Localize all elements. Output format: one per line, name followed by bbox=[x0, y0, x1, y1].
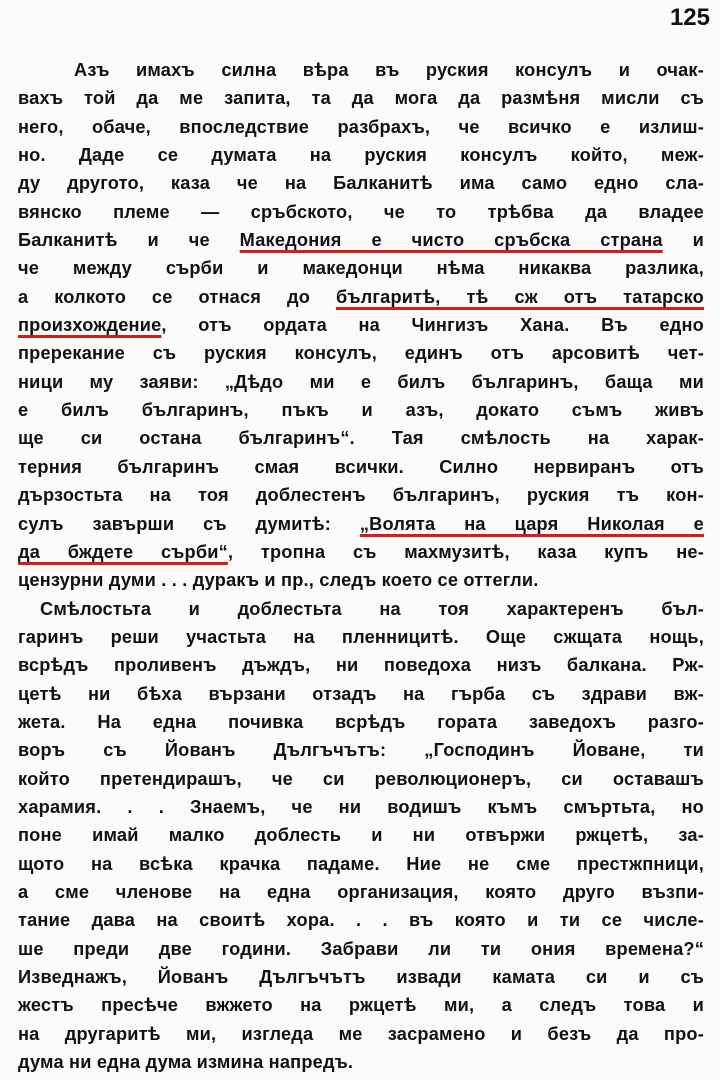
text-line: сулъ завърши съ думитѣ: „Волята на царя Николая е bbox=[18, 513, 704, 534]
text-line: Балканитѣ и че Македония е чисто сръбска страна и bbox=[18, 230, 704, 251]
text-line: ници му заяви: „Дѣдо ми е билъ българинъ, баща ми bbox=[18, 371, 704, 392]
text-line: но. Даде се думата на руския консулъ който, меж- bbox=[18, 145, 704, 166]
highlighted-phrase: Македония е чисто сръбска страна bbox=[239, 230, 663, 251]
text-line: е билъ българинъ, пъкъ и азъ, докато съмъ живъ bbox=[18, 400, 704, 421]
text-line: Изведнажъ, Йованъ Дългъчътъ извади камата си и съ bbox=[18, 967, 704, 987]
text-line: харамия. . . Знаемъ, че ни водишъ къмъ смъртьта, но bbox=[18, 796, 704, 817]
text-line: жестъ пресѣче вжжето на ржцетѣ ми, а следъ това и bbox=[18, 995, 704, 1016]
page-number: 125 bbox=[669, 4, 710, 31]
text-line: жета. На една почивка всрѣдъ гората заведохъ разго- bbox=[18, 711, 704, 732]
text-line: дързостьта на тоя доблестенъ българинъ, руския тъ кон- bbox=[18, 485, 704, 506]
highlighted-phrase: българитѣ, тѣ сж отъ татарско bbox=[336, 286, 704, 307]
text-line: а сме членове на една организация, която друго възпи- bbox=[18, 881, 704, 902]
text-line: тание дава на своитѣ хора. . . въ която и ти се числе- bbox=[18, 910, 704, 931]
text-line: цетѣ ни бѣха вързани отзадъ на гърба съ здрави вж- bbox=[18, 683, 704, 704]
highlighted-phrase: да бждете сърби“ bbox=[18, 541, 228, 562]
text-line: цензурни думи . . . дуракъ и пр., следъ което се оттегли. bbox=[18, 570, 539, 591]
text-line: на другаритѣ ми, изгледа ме засрамено и безъ да про- bbox=[18, 1023, 704, 1044]
text-line: вянско племе — сръбското, че то трѣбва да владее bbox=[18, 201, 704, 222]
text-line: воръ съ Йованъ Дългъчътъ: „Господинъ Йоване, ти bbox=[18, 740, 704, 761]
highlighted-phrase: „Волята на царя Николая е bbox=[359, 513, 704, 534]
text-line: да бждете сърби“, тропна съ махмузитѣ, каза купъ не- bbox=[18, 541, 704, 562]
text-line: дума ни една дума измина напредъ. bbox=[18, 1052, 354, 1073]
text-line: че между сърби и македонци нѣма никаква разлика, bbox=[18, 258, 704, 279]
text-line: него, обаче, впоследствие разбрахъ, че всичко е излиш- bbox=[18, 116, 704, 137]
text-line: ще си остана българинъ“. Тая смѣлость на харак- bbox=[18, 428, 704, 449]
text-line: който претендирашъ, че си революционеръ, си оставашъ bbox=[18, 768, 704, 789]
text-line: терния българинъ смая всички. Силно нервиранъ отъ bbox=[18, 456, 704, 477]
text-line: вахъ той да ме запита, та да мога да размѣня мисли съ bbox=[18, 88, 704, 109]
text-line: произхождение, отъ ордата на Чингизъ Хана. Въ едно bbox=[18, 315, 704, 336]
text-line: всрѣдъ проливенъ дъждъ, ни поведоха низъ балкана. Рж- bbox=[18, 655, 704, 676]
text-line: а колкото се отнася до българитѣ, тѣ сж отъ татарско bbox=[18, 286, 704, 307]
body-text bbox=[18, 60, 704, 1080]
text-line: поне имай малко доблесть и ни отвържи ржцетѣ, за- bbox=[18, 825, 704, 846]
text-line: пререкание съ руския консулъ, единъ отъ арсовитѣ чет- bbox=[18, 343, 704, 364]
text-line: Азъ имахъ силна вѣра въ руския консулъ и очак- bbox=[74, 60, 704, 80]
text-line: ду другото, каза че на Балканитѣ има само едно сла- bbox=[18, 173, 704, 194]
text-line: гаринъ реши участьта на пленницитѣ. Още сжщата нощь, bbox=[18, 626, 704, 647]
text-line: ше преди две години. Забрави ли ти ония времена?“ bbox=[18, 938, 704, 959]
highlighted-phrase: произхождение bbox=[18, 315, 162, 336]
text-line: щото на всѣка крачка падаме. Ние не сме престжпници, bbox=[18, 853, 704, 874]
text-line: Смѣлостьта и доблестьта на тоя характеренъ бъл- bbox=[40, 598, 704, 619]
